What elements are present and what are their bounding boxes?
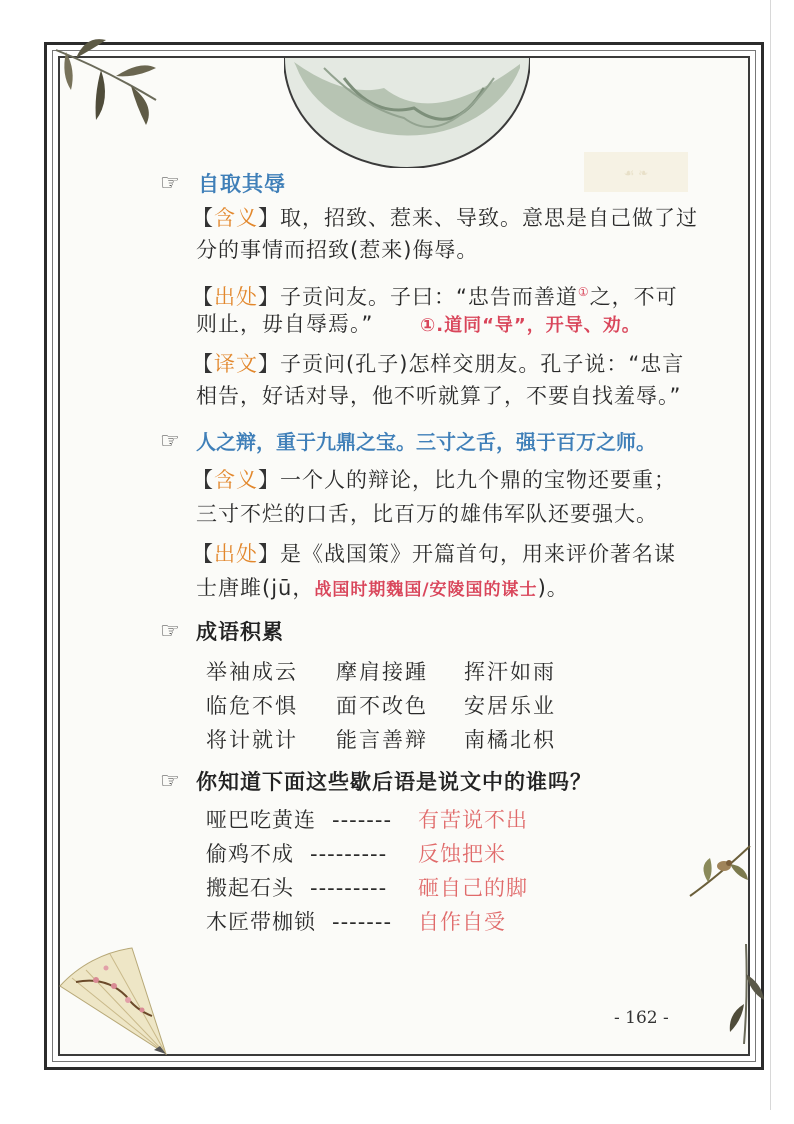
meaning-tag: 含义 [214, 206, 258, 230]
idiom: 将计就计 [206, 728, 298, 752]
source-text-cont [196, 574, 569, 604]
pointing-hand-icon: ☞ [160, 429, 180, 454]
source-line: 【出处】子贡问友。子曰：“忠告而善道①之，不可 [192, 285, 678, 309]
meaning-line: 【含义】一个人的辩论，比九个鼎的宝物还要重； [192, 468, 676, 492]
footnote-mark: ① [577, 285, 590, 299]
xiehouyu-dashes: ------- [332, 910, 393, 934]
xiehouyu-right: 砸自己的脚 [418, 876, 528, 900]
idiom: 面不改色 [336, 694, 428, 718]
source-note: 战国时期魏国/安陵国的谋士 [314, 580, 538, 600]
translation-text-cont: 相告，好话对导，他不听就算了，不要自找羞辱。” [196, 384, 682, 408]
section-title: 人之辩，重于九鼎之宝。三寸之舌，强于百万之师。 [196, 430, 656, 454]
idiom: 安居乐业 [464, 694, 556, 718]
xiehouyu-left: 搬起石头 [206, 876, 294, 900]
bamboo-leaves-icon [46, 30, 166, 130]
xiehouyu-dashes: --------- [310, 842, 388, 866]
meaning-text: 取，招致、惹来、导致。意思是自己做了过 [280, 206, 698, 230]
source-line: 【出处】是《战国策》开篇首句，用来评价著名谋 [192, 542, 676, 566]
section-title: 你知道下面这些歇后语是说文中的谁吗？ [196, 770, 592, 794]
bird-branch-icon [688, 836, 754, 906]
source-text-cont: 则止，毋自辱焉。” [196, 312, 374, 336]
landscape-fan-painting [284, 58, 530, 168]
idiom: 摩肩接踵 [336, 660, 428, 684]
meaning-tag: 含义 [214, 468, 258, 492]
source-text-b: )。 [537, 576, 569, 600]
xiehouyu-right: 自作自受 [418, 910, 506, 934]
source-text: 子贡问友。子曰：“忠告而善道 [280, 285, 578, 309]
source-text-a: 士唐雎(jū， [196, 576, 315, 600]
source-text: 是《战国策》开篇首句，用来评价著名谋 [280, 542, 676, 566]
svg-text:☙ ❧: ☙ ❧ [623, 166, 649, 180]
xiehouyu-dashes: --------- [310, 876, 388, 900]
idiom: 挥汗如雨 [464, 660, 556, 684]
bamboo-leaves-icon [726, 944, 766, 1044]
translation-line: 【译文】子贡问(孔子)怎样交朋友。孔子说：“忠言 [192, 352, 685, 376]
idiom: 南橘北枳 [464, 728, 556, 752]
idiom: 能言善辩 [336, 728, 428, 752]
footnote: ①.道同“导”，开导、劝。 [420, 315, 641, 336]
source-tag: 出处 [214, 285, 258, 309]
xiehouyu-dashes: ------- [332, 808, 393, 832]
xiehouyu-left: 哑巴吃黄连 [206, 808, 316, 832]
translation-text: 子贡问(孔子)怎样交朋友。孔子说：“忠言 [280, 352, 685, 376]
idiom: 举袖成云 [206, 660, 298, 684]
meaning-text: 一个人的辩论，比九个鼎的宝物还要重； [280, 468, 676, 492]
meaning-text-cont: 三寸不烂的口舌，比百万的雄伟军队还要强大。 [196, 502, 658, 526]
section-title: 成语积累 [196, 620, 284, 644]
idiom: 临危不惧 [206, 694, 298, 718]
xiehouyu-left: 偷鸡不成 [206, 842, 294, 866]
xiehouyu-right: 有苦说不出 [418, 808, 528, 832]
pointing-hand-icon: ☞ [160, 171, 180, 196]
meaning-text-cont: 分的事情而招致(惹来)侮辱。 [196, 238, 479, 262]
page-number: - 162 - [614, 1008, 669, 1028]
meaning-line: 【含义】取，招致、惹来、导致。意思是自己做了过 [192, 206, 698, 230]
plum-blossom-fan-painting [56, 946, 178, 1058]
pointing-hand-icon: ☞ [160, 619, 180, 644]
xiehouyu-right: 反蚀把米 [418, 842, 506, 866]
xiehouyu-left: 木匠带枷锁 [206, 910, 316, 934]
page-edge [770, 0, 771, 1110]
translation-tag: 译文 [214, 352, 258, 376]
xiehouyu-item [206, 806, 316, 834]
decorative-stamp [584, 152, 688, 192]
source-tag: 出处 [214, 542, 258, 566]
section-title: 自取其辱 [198, 172, 286, 196]
pointing-hand-icon: ☞ [160, 769, 180, 794]
source-text-b: 之，不可 [589, 285, 678, 309]
